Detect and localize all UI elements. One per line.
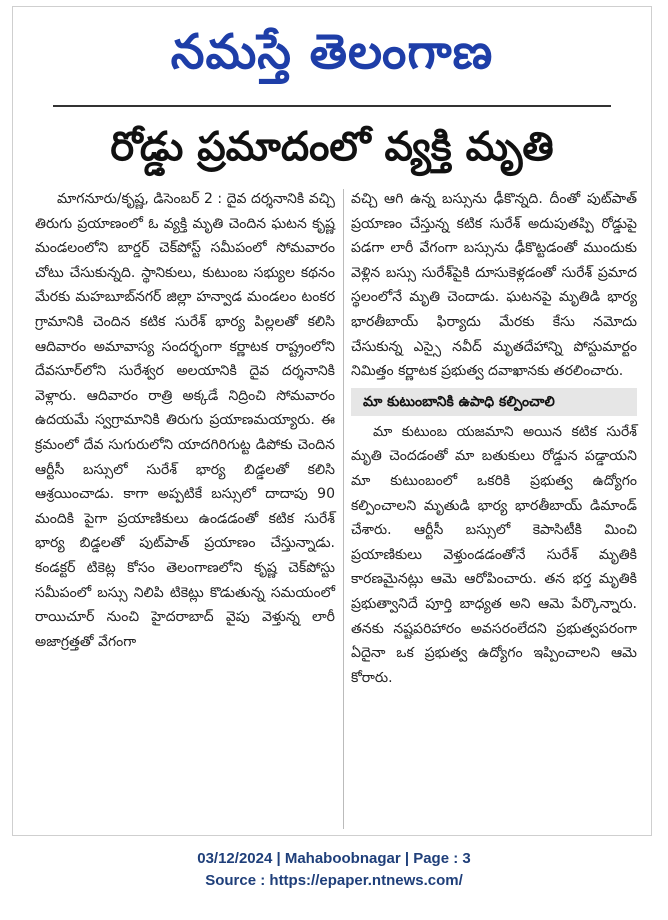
masthead-logo: నమస్తే తెలంగాణ (170, 24, 494, 80)
article-subheading: మా కుటుంబానికి ఉపాధి కల్పించాలి (351, 388, 637, 416)
article-headline: రోడ్డు ప్రమాదంలో వ్యక్తి మృతి (110, 124, 554, 170)
masthead-rule (53, 105, 611, 107)
article-paragraph-1: మాగనూరు/కృష్ణ, డిసెంబర్ 2 : దైవ దర్శనానికి వచ్చి తిరుగు ప్రయాణంలో ఓ వ్యక్తి మృతి చెందిన ఘటన కృష్ణ మండలంలోని బార్డర్ చెక్‌పోస్ట్ సమీపంలో సోమవారం చోటు చేసుకున్నది. స్థానికులు, కుటుంబ సభ్యుల కథనం మేరకు మహబూబ్‌నగర్ జిల్లా హన్వాడ మండలం టంకర గ్రామానికి చెందిన కటిక సురేశ్ భార్య పిల్లలతో కలిసి ఆదివారం అమావాస్య సందర్భంగా కర్ణాటక రాష్ట్రంలోని దేవసూర్‌లోని సురేశ్వర అలయానికి దైవ దర్శనానికి వెళ్లారు. ఆదివారం రాత్రి అక్కడే నిద్రించి సోమవారం ఉదయమే స్వగ్రామానికి తిరుగు ప్రయాణమయ్యారు. ఈ క్రమంలో దేవ సుగురులోని యాదగిరిగుట్ట డిపోకు చెందిన ఆర్టీసీ బస్సులో సురేశ్ భార్య బిడ్డలతో కలిసి ఆశ్రయించాడు. కాగా అప్పటికే బస్సులో దాదాపు 90 మందికి పైగా ప్రయాణికులు ఉండడంతో కటిక సురేశ్ భార్య బిడ్డలతో పుట్‌పాత్ ప్రయాణం చేస్తున్నాడు. కండక్టర్ టికెట్ల కోసం తెలంగాణలోని కృష్ణ చెక్‌పోస్టు సమీపంలో బస్సు నిలిపి టికెట్లు కొడుతున్న సమయంలో రాయిచూర్ నుంచి హైదరాబాద్ వైపు వెళ్తున్న లారీ అజాగ్రత్తతో వేగంగా (35, 191, 335, 650)
article-left-column (35, 187, 335, 654)
newspaper-clipping (12, 6, 652, 836)
article-paragraph-3: మా కుటుంబ యజమాని అయిన కటిక సురేశ్ మృతి చెందడంతో మా బతుకులు రోడ్డున పడ్డాయని మా కుటుంబంలో ఒకరికి ప్రభుత్వ ఉద్యోగం కల్పించాలని మృతుడి భార్య భారతీబాయ్ డిమాండ్ చేశారు. ఆర్టీసీ బస్సులో కెపాసిటీకి మించి ప్రయాణికులు వెళ్తుండడంతోనే సురేశ్ మృతికి కారణమైనట్లు ఆమె ఆరోపించారు. తన భర్త మృతికి ప్రభుత్వానిదే పూర్తి బాధ్యత అని ఆమె పేర్కొన్నారు. తనకు నష్టపరిహారం అవసరంలేదని ప్రభుత్వపరంగా ఏదైనా ఒక ప్రభుత్వ ఉద్యోగం ఇప్పించాలని ఆమె కోరారు. (351, 423, 637, 686)
footer-date-edition: 03/12/2024 | Mahaboobnagar | Page : 3 (197, 850, 471, 867)
page-footer (0, 848, 668, 892)
footer-source-link: Source : https://epaper.ntnews.com/ (205, 872, 463, 889)
article-paragraph-2: వచ్చి ఆగి ఉన్న బస్సును ఢీకొన్నది. దీంతో పుట్‌పాత్ ప్రయాణం చేస్తున్న కటిక సురేశ్ అదుపుతప్పి రోడ్డుపై పడగా లారీ వేగంగా బస్సును ఢీకొట్టడంతో ముందుకు వెళ్లిన బస్సు సురేశ్‌పైకి దూసుకెళ్లడంతో సురేశ్ ప్రమాద స్థలంలోనే మృతి చెందాడు. ఘటనపై మృతిడి భార్య భారతీబాయ్ ఫిర్యాదు మేరకు కేసు నమోదు చేసుకున్న ఎస్సై నవీద్ మృతదేహాన్ని పోస్టుమార్టం నిమిత్తం కర్ణాటక ప్రభుత్వ దవాఖానకు తరలించారు. (351, 191, 637, 380)
column-divider (343, 189, 344, 829)
article-right-column (351, 187, 637, 690)
